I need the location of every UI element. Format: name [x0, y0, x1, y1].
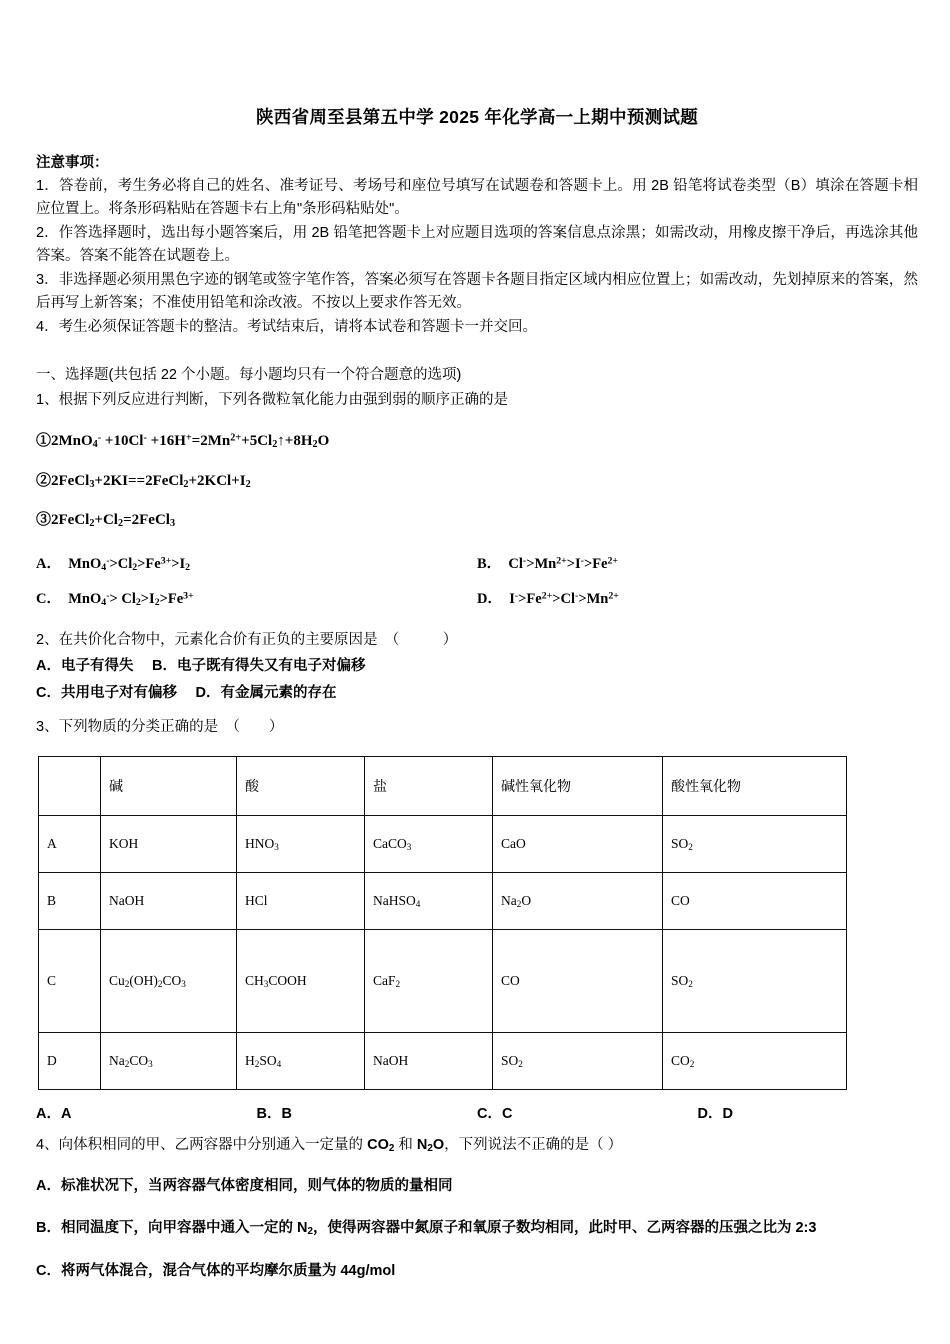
cell-a-base: KOH — [101, 816, 237, 873]
table-header-row — [39, 757, 847, 816]
option-b-lead: B． — [477, 555, 502, 572]
cell-d-salt: NaOH — [365, 1033, 493, 1090]
note-item-3: 3．非选择题必须用黑色字迹的钢笔或签字笔作答，答案必须写在答题卡各题目指定区域内相应位置上；如需改动，先划掉原来的答案，然后再写上新答案；不准使用铅笔和涂改液。不按以上要求作答无效。 — [36, 271, 918, 312]
question-1-equation-3: $③2FeCl_2+Cl_2=2FeCl_3$ — [36, 512, 176, 530]
cell-a-basic-oxide: CaO — [493, 816, 663, 873]
cell-c-salt: CaF$_2$ — [365, 930, 493, 1033]
question-1-equation-2: $②2FeCl_3+2KI==2FeCl_2+2KCl+I_2$ — [36, 472, 251, 491]
table-row — [39, 930, 847, 1033]
cell-b-basic-oxide: $Na_2O$ — [493, 873, 663, 930]
table-row — [39, 1033, 847, 1090]
question-4-option-a[interactable]: A．标准状况下，当两容器气体密度相同，则气体的物质的量相同 — [36, 1177, 453, 1194]
note-item-4: 4．考生必须保证答题卡的整洁。考试结束后，请将本试卷和答题卡一并交回。 — [36, 318, 538, 335]
note-item-1: 1．答卷前，考生务必将自己的姓名、准考证号、考场号和座位号填写在试题卷和答题卡上。用 2B 铅笔将试卷类型（B）填涂在答题卡相应位置上。将条形码粘贴在答题卡右上角"条形码粘贴处"。 — [36, 178, 918, 218]
classification-table — [38, 756, 847, 1090]
cell-d-acid: $H_2SO_4$ — [237, 1033, 365, 1090]
option-c-lead: C． — [36, 590, 61, 607]
question-3-option-a[interactable]: A．A — [36, 1106, 72, 1123]
row-label-d: D — [39, 1033, 101, 1090]
table-header-salt: 盐 — [365, 757, 493, 816]
cell-c-acidic-oxide: $SO_2$ — [663, 930, 847, 1033]
question-2-option-ab[interactable]: A．电子有得失 B．电子既有得失又有电子对偏移 — [36, 658, 366, 675]
question-3-answers — [36, 1102, 918, 1123]
cell-b-base: NaOH — [101, 873, 237, 930]
question-3-stem: 3、下列物质的分类正确的是 （ ） — [36, 718, 284, 735]
cell-b-acid: HCl — [237, 873, 365, 930]
note-item-2: 2．作答选择题时，选出每小题答案后，用 2B 铅笔把答题卡上对应题目选项的答案信息点涂黑；如需改动，用橡皮擦干净后，再选涂其他答案。答案不能答在试题卷上。 — [36, 224, 918, 265]
cell-a-salt: CaCO$_3$ — [365, 816, 493, 873]
table-row — [39, 816, 847, 873]
option-d-lead: D． — [477, 590, 502, 607]
cell-d-acidic-oxide: $CO_2$ — [663, 1033, 847, 1090]
table-header-blank — [39, 757, 101, 816]
page-title: 陕西省周至县第五中学 2025 年化学高一上期中预测试题 — [255, 107, 699, 127]
cell-a-acidic-oxide: $SO_2$ — [663, 816, 847, 873]
question-4-option-b[interactable]: B．相同温度下，向甲容器中通入一定的 $N_2$，使得两容器中氮原子和氧原子数均相同，此时甲、乙两容器的压强之比为 2:3 — [36, 1220, 817, 1238]
question-1-option-d[interactable]: D． $I^->Fe^{2+}>Cl^->Mn^{2+}$ — [477, 590, 619, 607]
section-heading: 一、选择题(共包括 22 个小题。每小题均只有一个符合题意的选项) — [36, 367, 462, 384]
table-header-basic-oxide: 碱性氧化物 — [493, 757, 663, 816]
question-3-option-d[interactable]: D．D — [697, 1106, 733, 1123]
cell-b-acidic-oxide: CO — [663, 873, 847, 930]
question-1-option-a[interactable]: A． $MnO_4^->Cl_2>Fe^{3+}>I_2$ — [36, 555, 191, 574]
row-label-a: A — [39, 816, 101, 873]
question-1-equation-1: ①2MnO$_4$- $+10Cl^- +16H^+=2Mn^{2+}+5Cl_2↑+8H_2O$ — [36, 432, 330, 451]
question-1-option-c[interactable]: C． $MnO_4^-> Cl_2>I_2>Fe^{3+}$ — [36, 590, 194, 609]
question-2-stem: 2、在共价化合物中，元素化合价有正负的主要原因是 （ ） — [36, 631, 458, 648]
cell-d-basic-oxide: $SO_2$ — [493, 1033, 663, 1090]
question-4-option-c[interactable]: C．将两气体混合，混合气体的平均摩尔质量为 44g/mol — [36, 1262, 396, 1279]
cell-c-base: $Cu_2(OH)_2CO_3$ — [101, 930, 237, 1033]
table-row — [39, 873, 847, 930]
question-3-option-b[interactable]: B．B — [256, 1106, 292, 1123]
cell-b-salt: NaHSO$_4$ — [365, 873, 493, 930]
row-label-c: C — [39, 930, 101, 1033]
question-1-option-b[interactable]: B． $Cl^->Mn^{2+}>I^->Fe^{2+}$ — [477, 555, 619, 572]
cell-a-acid: $HNO_3$ — [237, 816, 365, 873]
table-header-acidic-oxide: 酸性氧化物 — [663, 757, 847, 816]
row-label-b: B — [39, 873, 101, 930]
table-header-acid: 酸 — [237, 757, 365, 816]
cell-c-basic-oxide: CO — [493, 930, 663, 1033]
table-header-base: 碱 — [101, 757, 237, 816]
question-1-options-row-1 — [36, 552, 918, 573]
question-1-stem: 1、根据下列反应进行判断，下列各微粒氧化能力由强到弱的顺序正确的是 — [36, 392, 509, 409]
option-a-lead: A． — [36, 555, 61, 572]
cell-c-acid: $CH_3COOH$ — [237, 930, 365, 1033]
cell-d-base: $Na_2CO_3$ — [101, 1033, 237, 1090]
question-4-stem: 4、向体积相同的甲、乙两容器中分别通入一定量的 $CO_2$ 和 $N_2O$，下列说法不正确的是（ ） — [36, 1137, 623, 1155]
question-1-options-row-2 — [36, 587, 918, 608]
notes-heading: 注意事项： — [36, 155, 109, 171]
question-2-option-cd[interactable]: C．共用电子对有偏移 D．有金属元素的存在 — [36, 685, 337, 702]
question-3-option-c[interactable]: C．C — [477, 1106, 513, 1123]
